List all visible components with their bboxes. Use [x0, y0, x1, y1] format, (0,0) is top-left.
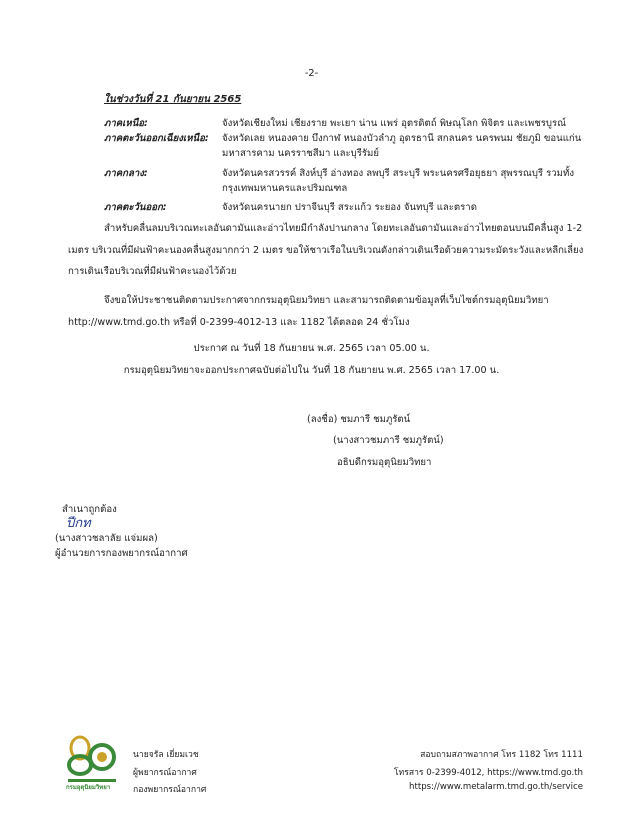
announced-at: ประกาศ ณ วันที่ 18 กันยายน พ.ศ. 2565 เวลา 05.00 น. [193, 343, 430, 354]
logo-number [64, 735, 65, 736]
handwritten-signature: ปีกท [66, 516, 91, 531]
footer-fax-website[interactable]: โทรสาร 0-2399-4012, https://www.tmd.go.th [393, 768, 583, 778]
footer-forecaster-name: นายจรัล เยี่ยมเวช [133, 750, 199, 760]
footer-division: กองพยากรณ์อากาศ [133, 785, 207, 795]
certified-label: สำเนาถูกต้อง [62, 504, 117, 515]
footer-forecaster-role: ผู้พยากรณ์อากาศ [133, 768, 197, 778]
region-label-northeast: ภาคตะวันออกเฉียงเหนือ: [104, 133, 209, 144]
certifier-title: ผู้อำนวยการกองพยากรณ์อากาศ [55, 548, 188, 559]
wave-paragraph-line-2: เมตร บริเวณที่มีฝนฟ้าคะนองคลื่นสูงมากกว่า 2 เมตร ขอให้ชาวเรือในบริเวณดังกล่าวเดินเรือด้วยความระมัดระวังและหลีกเลี่ยง [68, 245, 584, 256]
region-text-north: จังหวัดเชียงใหม่ เชียงราย พะเยา น่าน แพร่ อุตรดิตถ์ พิษณุโลก พิจิตร และเพชรบูรณ์ [222, 118, 567, 129]
director-title: อธิบดีกรมอุตุนิยมวิทยา [337, 457, 432, 468]
region-label-east: ภาคตะวันออก: [104, 202, 167, 213]
footer-hotline: สอบถามสภาพอากาศ โทร 1182 โทร 1111 [420, 750, 583, 760]
certifier-name: (นางสาวชลาลัย แจ่มผล) [55, 533, 158, 544]
tmd-80-logo [64, 735, 120, 793]
region-text-central-1: จังหวัดนครสวรรค์ สิงห์บุรี อ่างทอง ลพบุรี สระบุรี พระนครศรีอยุธยา สุพรรณบุรี รวมทั้ง [222, 168, 574, 179]
region-text-northeast-2: มหาสารคาม นครราชสีมา และบุรีรัมย์ [222, 148, 379, 159]
wave-paragraph-line-3: การเดินเรือบริเวณที่มีฝนฟ้าคะนองไว้ด้วย [68, 266, 237, 277]
region-label-central: ภาคกลาง: [104, 168, 148, 179]
region-text-northeast-1: จังหวัดเลย หนองคาย บึงกาฬ หนองบัวลำภู อุดรธานี สกลนคร นครพนม ชัยภูมิ ขอนแก่น [222, 133, 582, 144]
signed-line: (ลงชื่อ) ชมภารี ชมภูรัตน์ [307, 414, 411, 425]
region-text-east: จังหวัดนครนายก ปราจีนบุรี สระแก้ว ระยอง จันทบุรี และตราด [222, 202, 477, 213]
wave-paragraph-line-1: สำหรับคลื่นลมบริเวณทะเลอันดามันและอ่าวไทยมีกำลังปานกลาง โดยทะเลอันดามันและอ่าวไทยตอนบนมีคลื่นสูง 1-2 [104, 223, 583, 234]
date-heading: ในช่วงวันที่ 21 กันยายน 2565 [104, 94, 242, 105]
page-number: -2- [304, 68, 319, 79]
next-issue: กรมอุตุนิยมวิทยาจะออกประกาศฉบับต่อไปใน วันที่ 18 กันยายน พ.ศ. 2565 เวลา 17.00 น. [123, 365, 500, 376]
region-text-central-2: กรุงเทพมหานครและปริมณฑล [222, 183, 348, 194]
follow-paragraph-line-1: จึงขอให้ประชาชนติดตามประกาศจากกรมอุตุนิยมวิทยา และสามารถติดตามข้อมูลที่เว็บไซต์กรมอุตุนิยมวิทยา [104, 295, 549, 306]
footer-metalarm-link[interactable]: https://www.metalarm.tmd.go.th/service [409, 782, 583, 792]
region-label-north: ภาคเหนือ: [104, 118, 148, 129]
director-name: (นางสาวชมภารี ชมภูรัตน์) [333, 435, 444, 446]
follow-paragraph-line-2: http://www.tmd.go.th หรือที่ 0-2399-4012-13 และ 1182 ได้ตลอด 24 ชั่วโมง [68, 317, 410, 328]
logo-caption: กรมอุตุนิยมวิทยา [66, 784, 111, 791]
